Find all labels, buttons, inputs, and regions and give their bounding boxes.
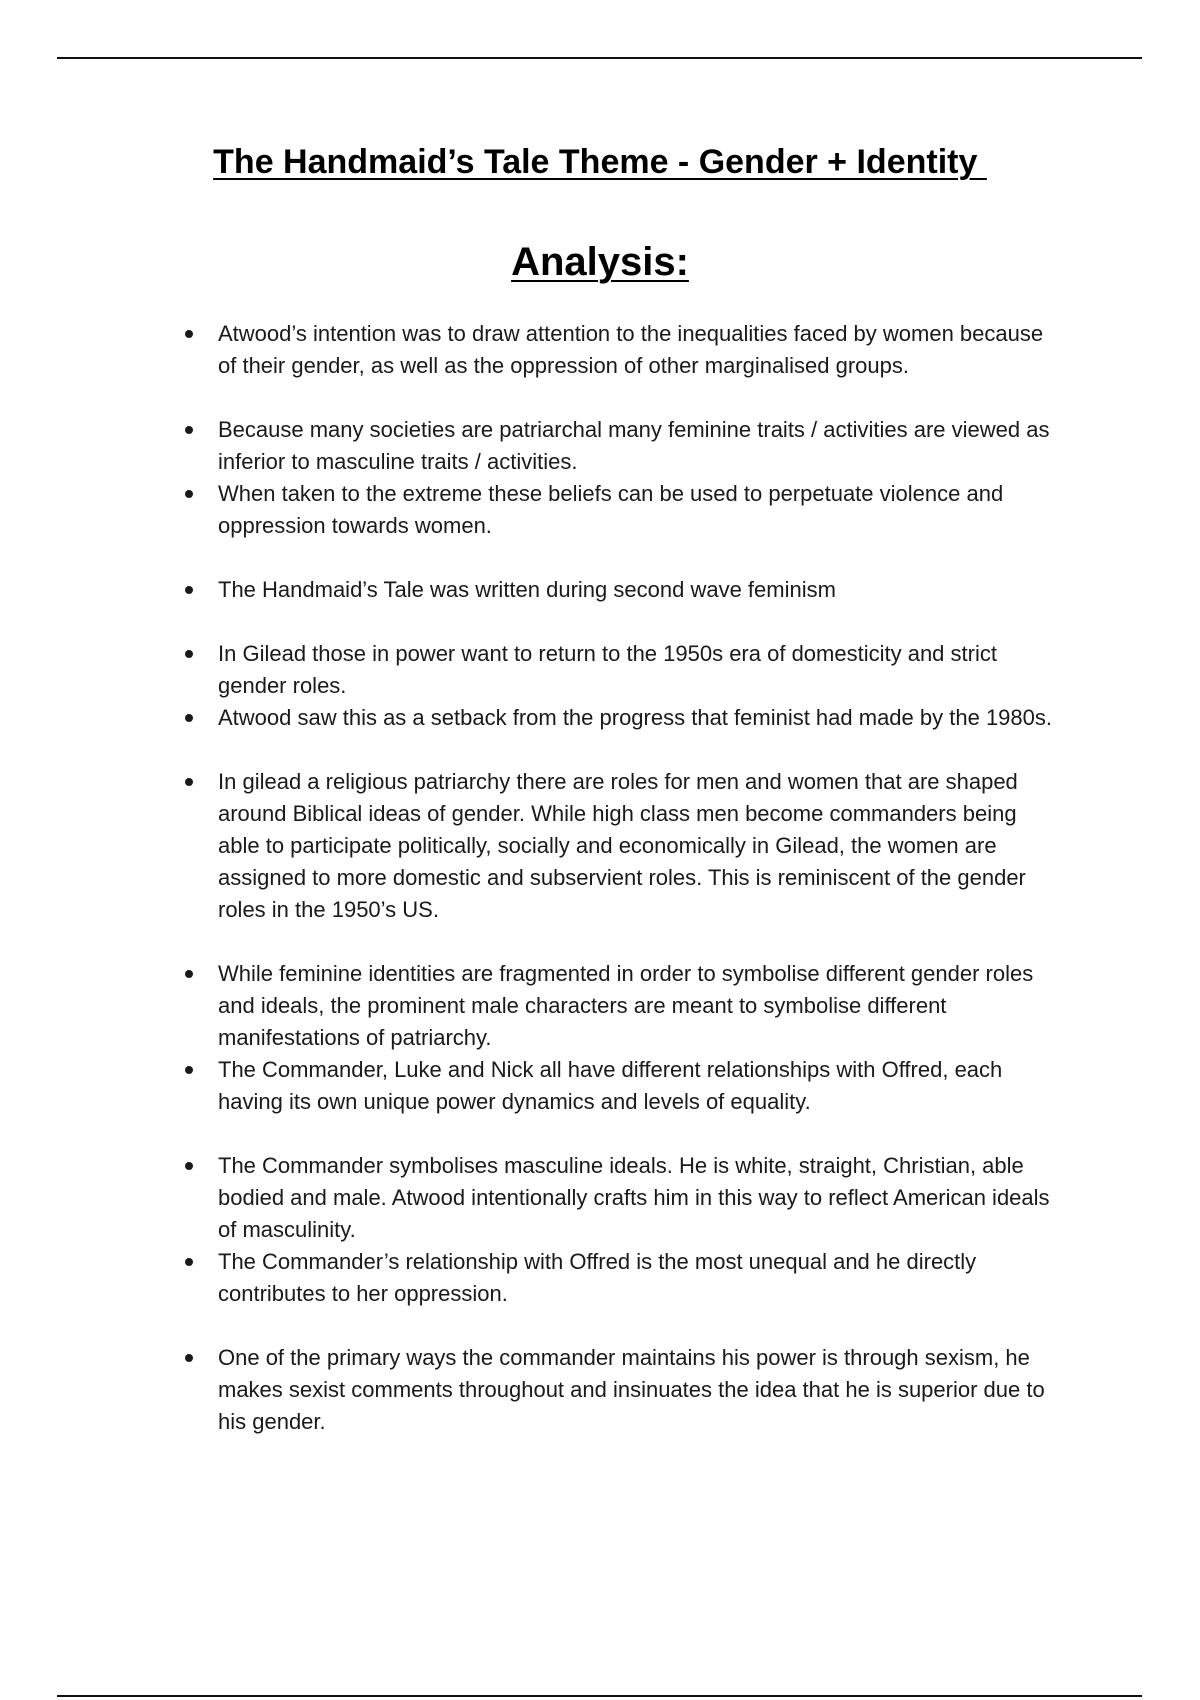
- bullet-item: The Commander’s relationship with Offred is the most unequal and he directly contributes to her oppression.: [180, 1246, 1060, 1310]
- bullet-item: While feminine identities are fragmented in order to symbolise different gender roles and ideals, the prominent male characters are meant to symbolise different manifestations of patriarchy.: [180, 958, 1060, 1054]
- bullet-item: The Commander, Luke and Nick all have different relationships with Offred, each having its own unique power dynamics and levels of equality.: [180, 1054, 1060, 1118]
- bullet-item: When taken to the extreme these beliefs can be used to perpetuate violence and oppression towards women.: [180, 478, 1060, 542]
- bullet-item: Atwood saw this as a setback from the progress that feminist had made by the 1980s.: [180, 702, 1060, 734]
- bullet-item: In gilead a religious patriarchy there are roles for men and women that are shaped around Biblical ideas of gender. While high class men become commanders being able to participate politically, socially and economically in Gilead, the women are assigned to more domestic and subservient roles. This is reminiscent of the gender roles in the 1950’s US.: [180, 766, 1060, 926]
- bullet-item: In Gilead those in power want to return to the 1950s era of domesticity and strict gender roles.: [180, 638, 1060, 702]
- bullet-item: The Commander symbolises masculine ideals. He is white, straight, Christian, able bodied and male. Atwood intentionally crafts him in this way to reflect American ideals of masculinity.: [180, 1150, 1060, 1246]
- top-rule: [57, 57, 1142, 59]
- bullet-item: One of the primary ways the commander maintains his power is through sexism, he makes sexist comments throughout and insinuates the idea that he is superior due to his gender.: [180, 1342, 1060, 1438]
- bottom-rule: [57, 1695, 1142, 1697]
- bullet-item: Atwood’s intention was to draw attention to the inequalities faced by women because of their gender, as well as the oppression of other marginalised groups.: [180, 318, 1060, 382]
- bullet-item: The Handmaid’s Tale was written during second wave feminism: [180, 574, 1060, 606]
- analysis-heading: Analysis:: [511, 240, 689, 284]
- document-title: The Handmaid’s Tale Theme - Gender + Identity: [213, 143, 987, 181]
- bullet-item: Because many societies are patriarchal many feminine traits / activities are viewed as inferior to masculine traits / activities.: [180, 414, 1060, 478]
- analysis-bullet-list: [180, 318, 1060, 1438]
